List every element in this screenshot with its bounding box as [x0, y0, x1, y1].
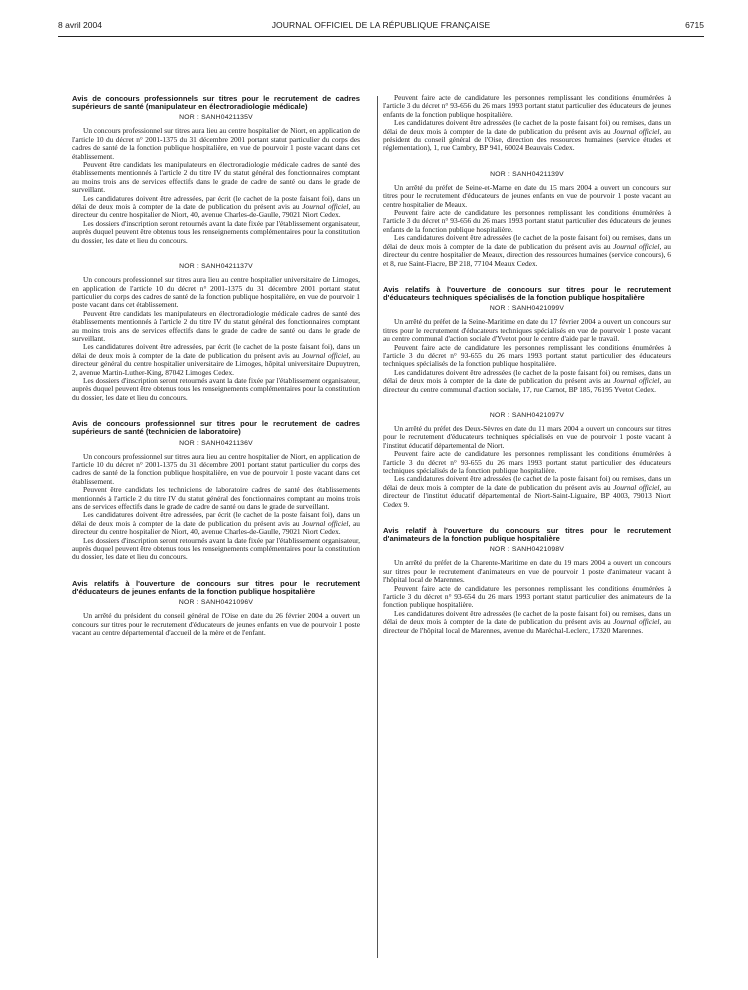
- paragraph: Peuvent faire acte de candidature les personnes remplissant les conditions énumérées à l'article 3 du décret n° 93-655 du 26 mars 1993 portant statut particulier des éducateurs techniques spécialisés de la fonction publique hospitalière.: [383, 342, 671, 369]
- paragraph: Les candidatures doivent être adressées, par écrit (le cachet de la poste faisant foi), dans un délai de deux mois à compter de la date de publication du présent avis au Journal officiel, au directeur général du centre hospitalier universitaire de Limoges, hôpital universitaire Dupuytren, 2, avenue Martin-Luther-King, 87042 Limoges Cedex.: [72, 342, 360, 377]
- paragraph: Un arrêté du préfet des Deux-Sèvres en date du 11 mars 2004 a ouvert un concours sur titres pour le recrutement d'éducateurs techniques spécialisés en vue de pourvoir 1 poste vacant à l'institut éducatif départemental de Niort.: [383, 423, 671, 450]
- paragraph: Les dossiers d'inscription seront retournés avant la date fixée par l'établissement organisateur, auprès duquel peuvent être obtenus tous les renseignements complémentaires pour la constitution du dossier, les date et lieu du concours.: [72, 535, 360, 562]
- paragraph: Peuvent être candidats les manipulateurs en électroradiologie médicale cadres de santé des établissements mentionnés à l'article 2 du titre IV du statut général des fonctionnaires comptant au moins trois ans de services effectifs dans le grade de cadre de santé ou dans le grade de surveillant.: [72, 308, 360, 343]
- notice-oise-continued: [383, 94, 671, 153]
- notice-cadres-manipulateur: [72, 95, 360, 245]
- journal-title: JOURNAL OFFICIEL DE LA RÉPUBLIQUE FRANÇAISE: [271, 20, 491, 30]
- paragraph: Les candidatures doivent être adressées (le cachet de la poste faisant foi) ou remises, dans un délai de deux mois à compter de la date de publication du présent avis au Journal officiel, au directeur de l'hôpital local de Marennes, avenue du Maréchal-Leclerc, 17320 Marennes.: [383, 608, 671, 635]
- paragraph: Peuvent être candidats les techniciens de laboratoire cadres de santé des établissements mentionnés à l'article 2 du titre IV du statut général des fonctionnaires comptant au moins trois ans de services effectifs dans le grade de cadre de santé ou dans le grade de surveillant.: [72, 485, 360, 512]
- paragraph: Les dossiers d'inscription seront retournés avant la date fixée par l'établissement organisateur, auprès duquel peuvent être obtenus tous les renseignements complémentaires pour la constitution du dossier, les date et lieu du concours.: [72, 218, 360, 245]
- notice-limoges: [72, 263, 360, 402]
- notice-title: Avis de concours professionnel sur titres pour le recrutement de cadres supérieurs de santé (technicien de laboratoire): [72, 419, 360, 437]
- nor-reference: NOR : SANH0421139V: [490, 170, 564, 178]
- notice-title: Avis de concours professionnels sur titres pour le recrutement de cadres supérieurs de santé (manipulateur en électroradiologie médicale): [72, 94, 360, 112]
- header-rule: [58, 36, 704, 37]
- nor-reference: NOR : SANH0421136V: [179, 439, 253, 447]
- notice-educateurs-jeunes-enfants: [72, 580, 360, 638]
- notice-cadres-laboratoire: [72, 420, 360, 562]
- nor-reference: NOR : SANH0421099V: [489, 305, 565, 313]
- column-separator: [377, 96, 378, 958]
- notice-meaux: [383, 171, 671, 268]
- paragraph: Peuvent être candidats les manipulateurs en électroradiologie médicale cadres de santé des établissements mentionnés à l'article 2 du titre IV du statut général des fonctionnaires comptant au moins trois ans de services effectifs dans le grade de cadre de santé ou dans le grade de surveillant.: [72, 160, 360, 195]
- paragraph: Les dossiers d'inscription seront retournés avant la date fixée par l'établissement organisateur, auprès duquel peuvent être obtenus tous les renseignements complémentaires pour la constitution du dossier, les date et lieu du concours.: [72, 375, 360, 402]
- paragraph: Peuvent faire acte de candidature les personnes remplissant les conditions énumérées à l'article 3 du décret n° 93-656 du 26 mars 1993 portant statut particulier des éducateurs de jeunes enfants de la fonction publique hospitalière.: [383, 93, 671, 119]
- paragraph: Les candidatures doivent être adressées, par écrit (le cachet de la poste faisant foi), dans un délai de deux mois à compter de la date de publication du présent avis au Journal officiel, au directeur du centre hospitalier de Niort, 40, avenue Charles-de-Gaulle, 79021 Niort Cedex.: [72, 510, 360, 537]
- nor-reference: NOR : SANH0421096V: [178, 599, 254, 607]
- nor-reference: NOR : SANH0421137V: [179, 263, 253, 271]
- paragraph: Les candidatures doivent être adressées (le cachet de la poste faisant foi) ou remises, dans un délai de deux mois à compter de la date de publication du présent avis au Journal officiel, au directeur du centre communal d'action sociale, 17, rue Carnot, BP 185, 76195 Yvetot Cedex.: [383, 367, 671, 394]
- right-column: [383, 94, 671, 635]
- paragraph: Peuvent faire acte de candidature les personnes remplissant les conditions énumérées à l'article 3 du décret n° 93-655 du 26 mars 1993 portant statut particulier des éducateurs techniques spécialisés de la fonction publique hospitalière.: [383, 449, 671, 475]
- paragraph: Un arrêté du préfet de Seine-et-Marne en date du 15 mars 2004 a ouvert un concours sur titres pour le recrutement d'éducateurs de jeunes enfants en vue de pourvoir 1 poste vacant au centre hospitalier de Meaux.: [383, 182, 671, 209]
- notice-title: Avis relatifs à l'ouverture de concours sur titres pour le recrutement d'éducateurs de jeunes enfants de la fonction publique hospitalière: [72, 578, 360, 597]
- paragraph: Les candidatures doivent être adressées (le cachet de la poste faisant foi) ou remises, dans un délai de deux mois à compter de la date de publication du présent avis au Journal officiel, au directeur de l'institut éducatif départemental de Niort-Saint-Liguaire, BP 4003, 79013 Niort Cedex 9.: [383, 474, 671, 509]
- notice-title: Avis relatifs à l'ouverture de concours sur titres pour le recrutement d'éducateurs techniques spécialisés de la fonction publique hospitalière: [383, 284, 671, 303]
- page-number: 6715: [685, 20, 704, 30]
- paragraph: Peuvent faire acte de candidature les personnes remplissant les conditions énumérées à l'article 3 du décret n° 93-654 du 26 mars 1993 portant statut particulier des animateurs de la fonction publique hospitalière.: [383, 583, 671, 610]
- paragraph: Un arrêté du préfet de la Charente-Maritime en date du 19 mars 2004 a ouvert un concours sur titres pour le recrutement d'animateurs en vue de pourvoir 1 poste d'animateur vacant à l'hôpital local de Marennes.: [383, 558, 671, 585]
- paragraph: Peuvent faire acte de candidature les personnes remplissant les conditions énumérées à l'article 3 du décret n° 93-656 du 26 mars 1993 portant statut particulier des éducateurs de jeunes enfants de la fonction publique hospitalière.: [383, 208, 671, 234]
- nor-reference: NOR : SANH0421097V: [489, 411, 565, 419]
- notice-deux-sevres: [383, 412, 671, 509]
- paragraph: Un concours professionnel sur titres aura lieu au centre hospitalier universitaire de Limoges, en application de l'article 10 du décret n° 2001-1375 du 31 décembre 2001 portant statut particulier du corps des cadres de santé de la fonction publique hospitalière, en vue de pourvoir 1 poste vacant dans cet établissement.: [72, 275, 360, 310]
- nor-reference: NOR : SANH0421135V: [179, 114, 253, 122]
- header-date: 8 avril 2004: [58, 20, 102, 30]
- paragraph: Les candidatures doivent être adressées, par écrit (le cachet de la poste faisant foi), dans un délai de deux mois à compter de la date de publication du présent avis au Journal officiel, au directeur du centre hospitalier de Niort, 40, avenue Charles-de-Gaulle, 79021 Niort Cedex.: [72, 193, 360, 220]
- paragraph: Un concours professionnel sur titres aura lieu au centre hospitalier de Niort, en application de l'article 10 du décret n° 2001-1375 du 31 décembre 2001 portant statut particulier du corps des cadres de santé de la fonction publique hospitalière, en vue de pourvoir 1 poste vacant dans cet établissement.: [72, 126, 360, 161]
- paragraph: Un concours professionnel sur titres aura lieu au centre hospitalier de Niort, en application de l'article 10 du décret n° 2001-1375 du 31 décembre 2001 portant statut particulier du corps des cadres de santé de la fonction publique hospitalière, en vue de pourvoir 1 poste vacant dans cet établissement.: [72, 451, 360, 486]
- paragraph: Un arrêté du préfet de la Seine-Maritime en date du 17 février 2004 a ouvert un concours sur titres pour le recrutement d'éducateurs techniques spécialisés en vue de pourvoir 1 poste vacant au centre communal d'action sociale d'Yvetot pour le centre d'aide par le travail.: [383, 317, 671, 344]
- notice-educateurs-techniques: [383, 286, 671, 394]
- running-header: [58, 20, 704, 34]
- notice-animateurs: [383, 527, 671, 635]
- notice-title: Avis relatif à l'ouverture du concours sur titres pour le recrutement d'animateurs de la fonction publique hospitalière: [383, 526, 671, 544]
- paragraph: Les candidatures doivent être adressées (le cachet de la poste faisant foi) ou remises, dans un délai de deux mois à compter de la date de publication du présent avis au Journal officiel, au président du conseil général de l'Oise, direction des ressources humaines (service études et réglementation), 1, rue Cambry, BP 941, 60024 Beauvais Cedex.: [383, 118, 671, 153]
- paragraph: Un arrêté du président du conseil général de l'Oise en date du 26 février 2004 a ouvert un concours sur titres pour le recrutement d'éducateurs de jeunes enfants en vue de pourvoir 1 poste vacant au centre départemental d'accueil de la mère et de l'enfant.: [72, 611, 360, 638]
- left-column: [72, 95, 360, 638]
- nor-reference: NOR : SANH0421098V: [489, 546, 565, 554]
- paragraph: Les candidatures doivent être adressées (le cachet de la poste faisant foi) ou remises, dans un délai de deux mois à compter de la date de publication du présent avis au Journal officiel, au directeur du centre hospitalier de Meaux, direction des ressources humaines (service concours), 6 et 8, rue Saint-Fiacre, BP 218, 77104 Meaux Cedex.: [383, 233, 671, 268]
